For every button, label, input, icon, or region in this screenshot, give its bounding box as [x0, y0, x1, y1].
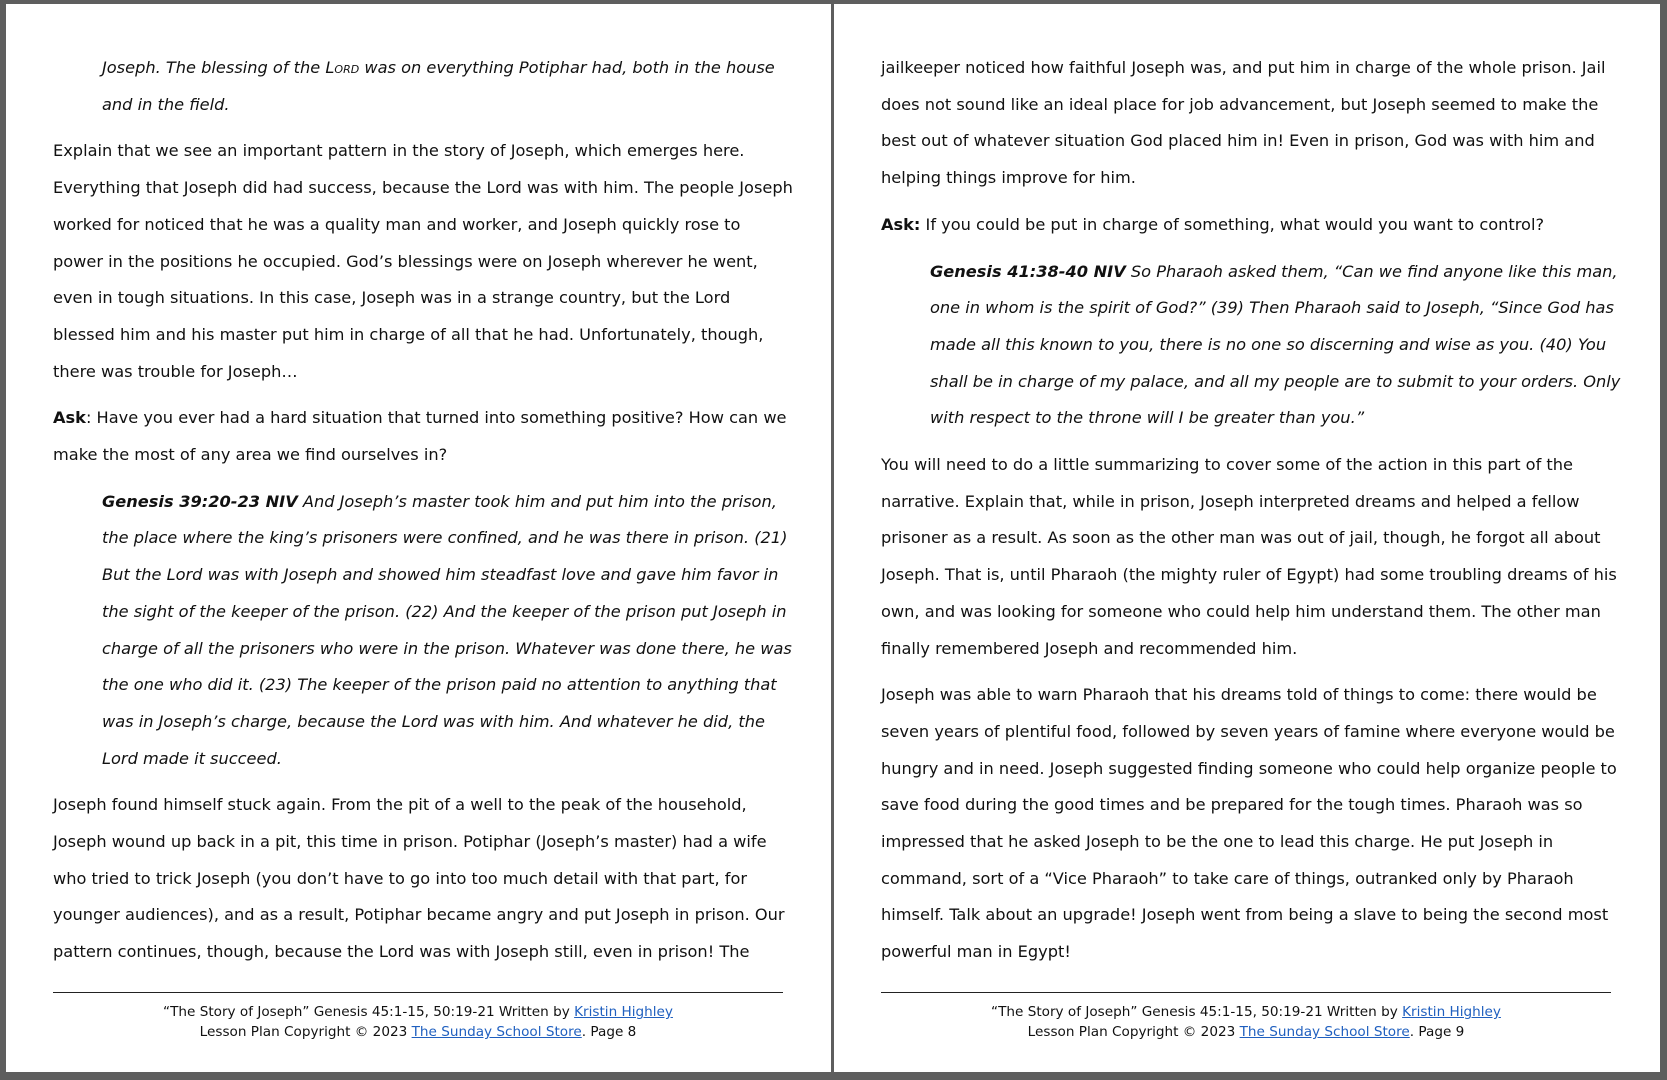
scripture-block — [53, 484, 793, 778]
page-content — [53, 50, 793, 981]
ask-paragraph: Ask: Have you ever had a hard situation that turned into something positive? How can we make the most of any area we find ourselves in? — [53, 408, 787, 465]
scripture-text: And Joseph’s master took him and put him into the prison, the place where the king’s prisoners were confined, and he was there in prison. (21) But the Lord was with Joseph and showed him steadfast love and gave him favor in the sight of the keeper of the prison. (22) And the keeper of the prison put Joseph in charge of all the prisoners who were in the prison. Whatever was done there, he was the one who did it. (23) The keeper of the prison paid no attention to anything that was in Joseph’s charge, because the Lord was with him. And whatever he did, the Lord made it succeed. — [102, 491, 792, 768]
footer-line-2: Lesson Plan Copyright © 2023 The Sunday School Store. Page 9 — [1027, 1024, 1465, 1040]
ask-paragraph — [881, 207, 1621, 244]
footer-divider — [881, 992, 1611, 993]
author-link[interactable]: Kristin Highley — [1402, 1004, 1501, 1020]
ask-label: Ask — [53, 408, 86, 428]
page-number: . Page 8 — [581, 1024, 637, 1040]
store-link[interactable]: The Sunday School Store — [1239, 1024, 1410, 1040]
page-content — [881, 50, 1621, 981]
footer-line-1: “The Story of Joseph” Genesis 45:1-15, 50:19-21 Written by Kristin Highley — [991, 1004, 1501, 1020]
page-footer — [881, 1002, 1611, 1042]
body-paragraph: Joseph found himself stuck again. From the pit of a well to the peak of the household, Joseph wound up back in a pit, this time in prison. Potiphar (Joseph’s master) had a wife who tried to trick Joseph (you don’t have to go into too much detail with that part, for younger audiences), and as a result, Potiphar became angry and put Joseph in prison. Our pattern continues, though, because the Lord was with Joseph still, even in prison! The — [53, 795, 785, 962]
page-footer — [53, 1002, 783, 1042]
scripture-reference: Genesis 41:38-40 NIV — [930, 261, 1126, 281]
document-page-8 — [6, 4, 831, 1072]
ask-question: If you could be put in charge of something, what would you want to control? — [920, 214, 1545, 234]
author-link[interactable]: Kristin Highley — [574, 1004, 673, 1020]
scripture-reference: Genesis 39:20-23 NIV — [102, 491, 298, 511]
footer-divider — [53, 992, 783, 993]
scripture-text: So Pharaoh asked them, “Can we find anyone like this man, one in whom is the spirit of God?” (39) Then Pharaoh said to Joseph, “Since God has made all this known to you, there is no one so discerning and wise as you. (40) You shall be in charge of my palace, and all my people are to submit to your orders. Only with respect to the throne will I be greater than you.” — [930, 261, 1621, 428]
footer-line-1: “The Story of Joseph” Genesis 45:1-15, 50:19-21 Written by Kristin Highley — [163, 1004, 673, 1020]
scripture-block — [881, 254, 1621, 438]
ask-question: Have you ever had a hard situation that turned into something positive? How can we make the most of any area we find ourselves in? — [53, 408, 787, 465]
ask-label: Ask: — [881, 214, 921, 234]
scripture-quote-continuation: Joseph. The blessing of the Lord was on everything Potiphar had, both in the house and in the field. — [102, 58, 775, 114]
document-page-9 — [834, 4, 1660, 1072]
body-paragraph: Explain that we see an important pattern in the story of Joseph, which emerges here. Everything that Joseph did had success, because the Lord was with him. The people Joseph worked for noticed that he was a quality man and worker, and Joseph quickly rose to power in the positions he occupied. God’s blessings were on Joseph wherever he went, even in tough situations. In this case, Joseph was in a strange country, but the Lord blessed him and his master put him in charge of all that he had. Unfortunately, though, there was trouble for Joseph… — [53, 141, 793, 381]
body-paragraph: jailkeeper noticed how faithful Joseph was, and put him in charge of the whole prison. Jail does not sound like an ideal place for job advancement, but Joseph seemed to make the best out of whatever situation God placed him in! Even in prison, God was with him and helping things improve for him. — [881, 58, 1606, 188]
lord-small-caps: Lord — [325, 58, 360, 77]
page-number: . Page 9 — [1409, 1024, 1465, 1040]
body-paragraph: Joseph was able to warn Pharaoh that his dreams told of things to come: there would be seven years of plentiful food, followed by seven years of famine where everyone would be hungry and in need. Joseph suggested finding someone who could help organize people to save food during the good times and be prepared for the tough times. Pharaoh was so impressed that he asked Joseph to be the one to lead this charge. He put Joseph in command, sort of a “Vice Pharaoh” to take care of things, outranked only by Pharaoh himself. Talk about an upgrade! Joseph went from being a slave to being the second most powerful man in Egypt! — [881, 685, 1617, 962]
footer-line-2: Lesson Plan Copyright © 2023 The Sunday School Store. Page 8 — [199, 1024, 637, 1040]
body-paragraph: You will need to do a little summarizing to cover some of the action in this part of the narrative. Explain that, while in prison, Joseph interpreted dreams and helped a fellow prisoner as a result. As soon as the other man was out of jail, though, he forgot all about Joseph. That is, until Pharaoh (the mighty ruler of Egypt) had some troubling dreams of his own, and was looking for someone who could help him understand them. The other man finally remembered Joseph and recommended him. — [881, 455, 1617, 658]
store-link[interactable]: The Sunday School Store — [411, 1024, 582, 1040]
